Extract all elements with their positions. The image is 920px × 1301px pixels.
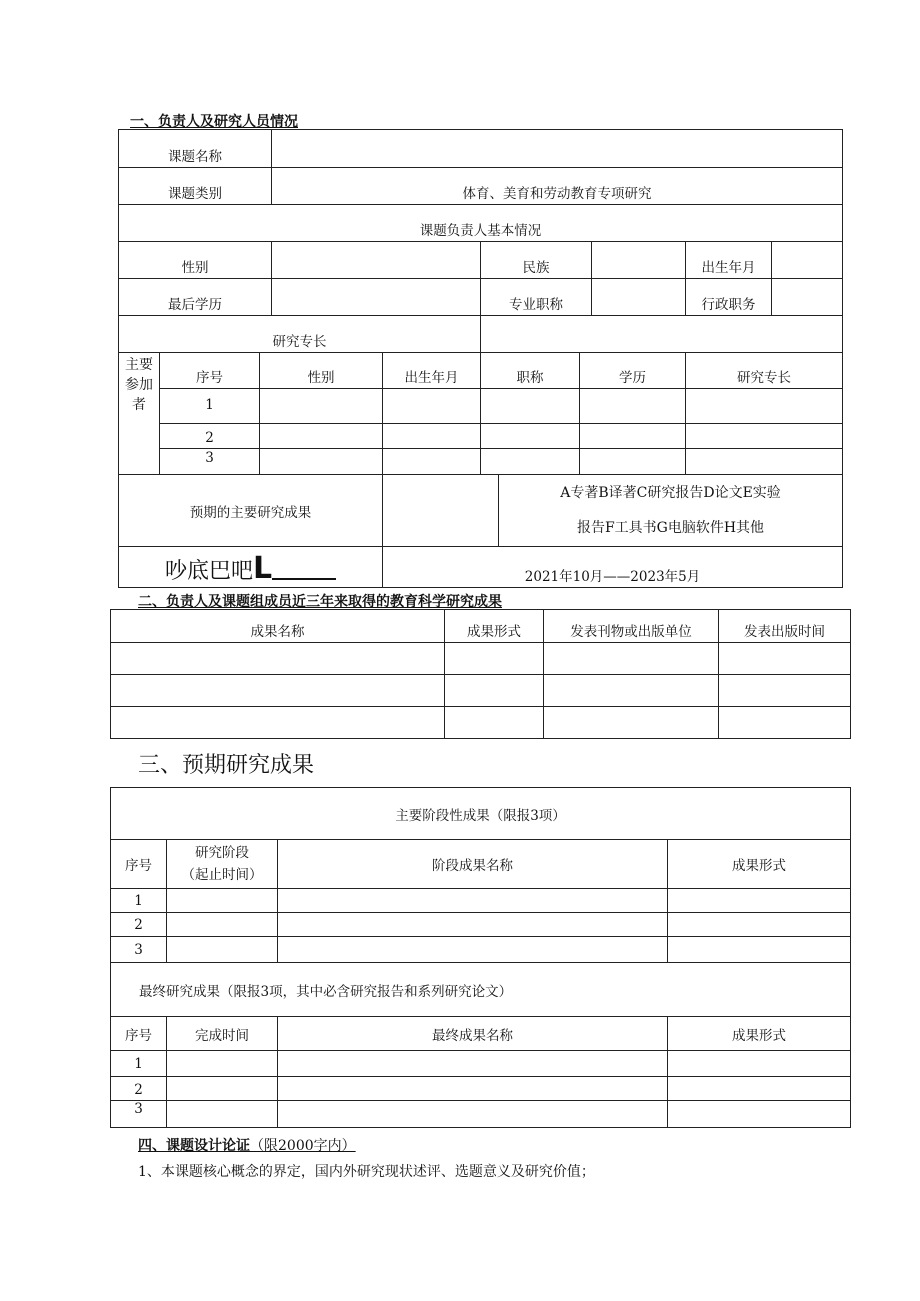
personnel-table bbox=[118, 129, 843, 588]
members-row-index: 1 bbox=[160, 389, 260, 424]
signature: 吵底巴吧L bbox=[165, 559, 336, 584]
achievements-header-date: 发表出版时间 bbox=[719, 610, 851, 643]
final-cell[interactable] bbox=[278, 1051, 668, 1077]
table-row bbox=[111, 1077, 851, 1101]
table-row bbox=[111, 675, 851, 707]
gender-label: 性别 bbox=[119, 242, 272, 279]
members-cell[interactable] bbox=[383, 389, 481, 424]
achievements-cell[interactable] bbox=[719, 707, 851, 739]
members-cell[interactable] bbox=[383, 449, 481, 475]
achievements-cell[interactable] bbox=[111, 675, 445, 707]
birth-field[interactable] bbox=[772, 242, 843, 279]
stage-cell[interactable] bbox=[167, 889, 278, 913]
final-cell[interactable] bbox=[167, 1101, 278, 1128]
members-header-birth: 出生年月 bbox=[383, 353, 481, 389]
stage-row-index: 3 bbox=[111, 937, 167, 963]
admin-field[interactable] bbox=[772, 279, 843, 316]
achievements-cell[interactable] bbox=[544, 707, 719, 739]
stage-results-title: 主要阶段性成果（限报3项） bbox=[111, 788, 851, 840]
gender-field[interactable] bbox=[272, 242, 481, 279]
achievements-cell[interactable] bbox=[445, 707, 544, 739]
members-cell[interactable] bbox=[481, 424, 580, 449]
specialty-label: 研究专长 bbox=[119, 316, 481, 353]
members-cell[interactable] bbox=[481, 389, 580, 424]
final-row-index: 1 bbox=[111, 1051, 167, 1077]
specialty-field[interactable] bbox=[481, 316, 843, 353]
achievements-header-publisher: 发表刊物或出版单位 bbox=[544, 610, 719, 643]
stage-header-period: 研究阶段 （起止时间） bbox=[167, 840, 278, 889]
topic-name-label: 课题名称 bbox=[119, 130, 272, 168]
members-cell[interactable] bbox=[260, 389, 383, 424]
final-cell[interactable] bbox=[167, 1051, 278, 1077]
final-header-index: 序号 bbox=[111, 1017, 167, 1051]
table-row bbox=[111, 707, 851, 739]
table-row bbox=[111, 1051, 851, 1077]
stage-cell[interactable] bbox=[668, 913, 851, 937]
final-header-name: 最终成果名称 bbox=[278, 1017, 668, 1051]
final-cell[interactable] bbox=[278, 1101, 668, 1128]
table-row bbox=[111, 889, 851, 913]
final-row-index: 3 bbox=[111, 1101, 167, 1128]
members-cell[interactable] bbox=[260, 424, 383, 449]
achievements-cell[interactable] bbox=[719, 675, 851, 707]
table-row bbox=[111, 1101, 851, 1128]
members-cell[interactable] bbox=[686, 424, 843, 449]
topic-type-value[interactable]: 体育、美育和劳动教育专项研究 bbox=[272, 168, 843, 205]
final-cell[interactable] bbox=[668, 1101, 851, 1128]
final-header-form: 成果形式 bbox=[668, 1017, 851, 1051]
members-row-index: 2 bbox=[160, 424, 260, 449]
section2-heading: 二、负责人及课题组成员近三年来取得的教育科学研究成果 bbox=[138, 594, 502, 610]
leader-info-label: 课题负责人基本情况 bbox=[119, 205, 843, 242]
final-header-time: 完成时间 bbox=[167, 1017, 278, 1051]
topic-type-label: 课题类别 bbox=[119, 168, 272, 205]
members-label: 主要参加者 bbox=[119, 353, 160, 475]
final-cell[interactable] bbox=[167, 1077, 278, 1101]
achievements-cell[interactable] bbox=[719, 643, 851, 675]
section4-heading: 四、课题设计论证（限2000字内） bbox=[138, 1138, 356, 1154]
stage-cell[interactable] bbox=[278, 913, 668, 937]
final-cell[interactable] bbox=[668, 1077, 851, 1101]
section4-item1: 1、本课题核心概念的界定，国内外研究现状述评、选题意义及研究价值； bbox=[138, 1164, 595, 1180]
stage-header-index: 序号 bbox=[111, 840, 167, 889]
final-cell[interactable] bbox=[668, 1051, 851, 1077]
education-field[interactable] bbox=[272, 279, 481, 316]
members-cell[interactable] bbox=[481, 449, 580, 475]
section3-heading: 三、预期研究成果 bbox=[138, 753, 315, 778]
stage-cell[interactable] bbox=[278, 937, 668, 963]
research-period: 2021年10月——2023年5月 bbox=[383, 547, 843, 588]
ethnicity-field[interactable] bbox=[592, 242, 686, 279]
education-label: 最后学历 bbox=[119, 279, 272, 316]
stage-header-name: 阶段成果名称 bbox=[278, 840, 668, 889]
section1-heading: 一、负责人及研究人员情况 bbox=[130, 114, 298, 130]
members-cell[interactable] bbox=[580, 424, 686, 449]
stage-cell[interactable] bbox=[668, 889, 851, 913]
members-header-title: 职称 bbox=[481, 353, 580, 389]
achievements-cell[interactable] bbox=[544, 675, 719, 707]
admin-label: 行政职务 bbox=[686, 279, 772, 316]
members-header-index: 序号 bbox=[160, 353, 260, 389]
expected-results-table bbox=[110, 787, 851, 1128]
stage-cell[interactable] bbox=[668, 937, 851, 963]
table-row bbox=[111, 913, 851, 937]
signature-cell bbox=[119, 547, 383, 588]
members-header-gender: 性别 bbox=[260, 353, 383, 389]
expected-results-label: 预期的主要研究成果 bbox=[119, 475, 383, 547]
ethnicity-label: 民族 bbox=[481, 242, 592, 279]
expected-results-field[interactable] bbox=[383, 475, 499, 547]
stage-row-index: 2 bbox=[111, 913, 167, 937]
members-row bbox=[119, 449, 843, 475]
members-header-education: 学历 bbox=[580, 353, 686, 389]
achievements-header-name: 成果名称 bbox=[111, 610, 445, 643]
title-field[interactable] bbox=[592, 279, 686, 316]
achievements-cell[interactable] bbox=[544, 643, 719, 675]
achievements-cell[interactable] bbox=[111, 707, 445, 739]
members-row-index: 3 bbox=[160, 449, 260, 475]
table-row bbox=[111, 643, 851, 675]
topic-name-input[interactable] bbox=[272, 130, 843, 168]
birth-label: 出生年月 bbox=[686, 242, 772, 279]
title-label: 专业职称 bbox=[481, 279, 592, 316]
stage-cell[interactable] bbox=[278, 889, 668, 913]
stage-cell[interactable] bbox=[167, 913, 278, 937]
members-row bbox=[119, 424, 843, 449]
members-cell[interactable] bbox=[686, 389, 843, 424]
achievements-cell[interactable] bbox=[445, 675, 544, 707]
expected-results-options: A专著B译著C研究报告D论文E实验 报告F工具书G电脑软件H其他 bbox=[499, 475, 843, 547]
stage-cell[interactable] bbox=[167, 937, 278, 963]
members-header-specialty: 研究专长 bbox=[686, 353, 843, 389]
members-cell[interactable] bbox=[580, 389, 686, 424]
final-row-index: 2 bbox=[111, 1077, 167, 1101]
achievements-cell[interactable] bbox=[445, 643, 544, 675]
achievements-table bbox=[110, 609, 851, 739]
table-row bbox=[111, 937, 851, 963]
final-results-title: 最终研究成果（限报3项，其中必含研究报告和系列研究论文） bbox=[111, 963, 851, 1017]
achievements-header-form: 成果形式 bbox=[445, 610, 544, 643]
final-cell[interactable] bbox=[278, 1077, 668, 1101]
members-cell[interactable] bbox=[260, 449, 383, 475]
members-row bbox=[119, 389, 843, 424]
members-cell[interactable] bbox=[686, 449, 843, 475]
members-cell[interactable] bbox=[383, 424, 481, 449]
members-cell[interactable] bbox=[580, 449, 686, 475]
achievements-cell[interactable] bbox=[111, 643, 445, 675]
stage-row-index: 1 bbox=[111, 889, 167, 913]
stage-header-form: 成果形式 bbox=[668, 840, 851, 889]
